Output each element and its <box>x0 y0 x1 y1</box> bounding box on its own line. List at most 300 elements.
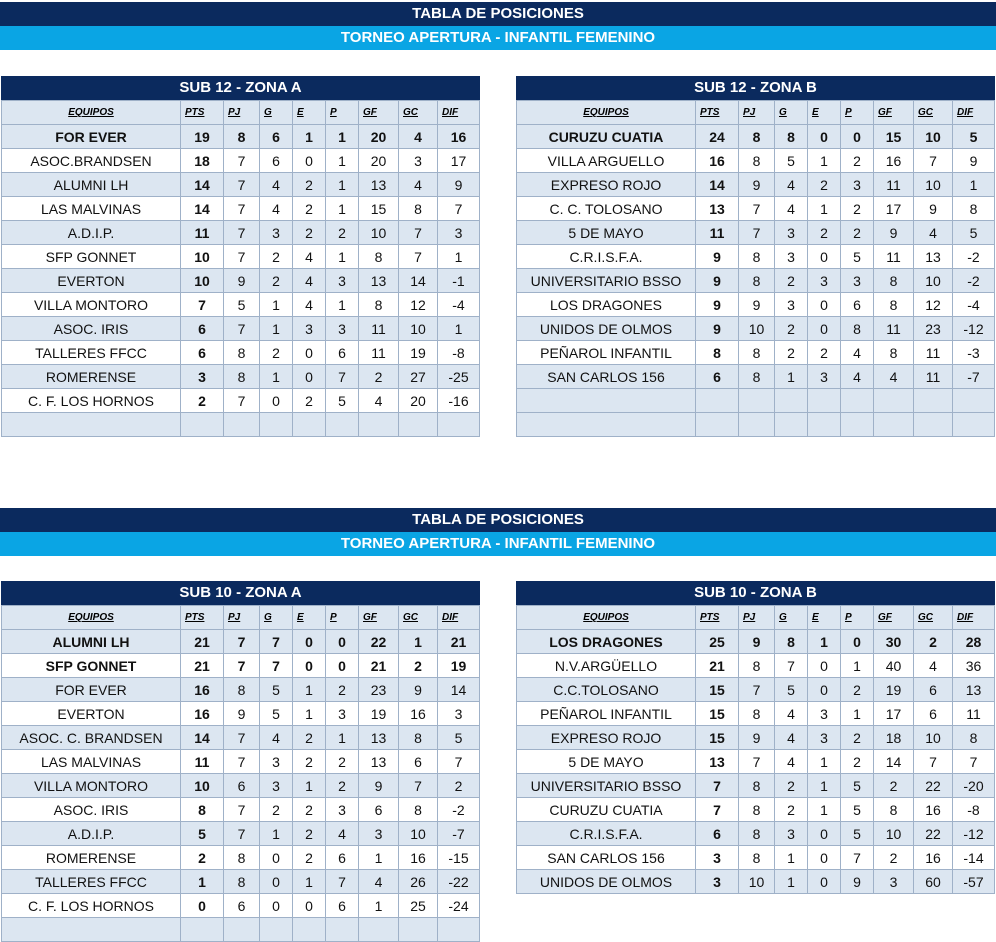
stat-gf: 21 <box>359 654 399 678</box>
stat-gf: 6 <box>359 798 399 822</box>
stat-pts: 7 <box>696 798 739 822</box>
stat-pj: 9 <box>739 726 775 750</box>
table-row <box>517 221 995 245</box>
stat-gf: 13 <box>359 269 399 293</box>
stat-gf: 11 <box>359 317 399 341</box>
stat-dif: -20 <box>953 774 995 798</box>
stat-gf: 17 <box>874 197 914 221</box>
stat-p: 1 <box>326 245 359 269</box>
stat-pts: 2 <box>181 389 224 413</box>
stat-pj: 9 <box>739 630 775 654</box>
stat-e: 2 <box>293 221 326 245</box>
stat-gc: 10 <box>914 125 953 149</box>
header-banner-top <box>0 2 996 50</box>
stat-gc: 2 <box>399 654 438 678</box>
stat-p: 2 <box>841 726 874 750</box>
stat-gc: 2 <box>914 630 953 654</box>
stat-pj: 10 <box>739 317 775 341</box>
stat-pts: 8 <box>181 798 224 822</box>
stat-g: 3 <box>775 245 808 269</box>
table-header-row <box>2 606 480 630</box>
stat-pj: 9 <box>224 269 260 293</box>
team-name: UNIVERSITARIO BSSO <box>517 269 696 293</box>
team-name: UNIVERSITARIO BSSO <box>517 774 696 798</box>
table-row <box>2 798 480 822</box>
team-name: ROMERENSE <box>2 365 181 389</box>
stat-g: 4 <box>260 197 293 221</box>
banner-title: TABLA DE POSICIONES <box>0 2 996 26</box>
stat-pj: 7 <box>739 197 775 221</box>
team-name: LOS DRAGONES <box>517 630 696 654</box>
stat-e: 3 <box>808 365 841 389</box>
stat-pts: 14 <box>181 197 224 221</box>
team-name: SFP GONNET <box>2 654 181 678</box>
stat-p: 5 <box>841 774 874 798</box>
stat-pj: 9 <box>739 293 775 317</box>
stat-g: 3 <box>775 822 808 846</box>
team-name: EXPRESO ROJO <box>517 726 696 750</box>
stat-dif: 3 <box>438 221 480 245</box>
stat-gc: 9 <box>914 197 953 221</box>
stat-gc: 8 <box>399 726 438 750</box>
stat-dif: 7 <box>438 197 480 221</box>
table-title: SUB 12 - ZONA B <box>516 76 995 100</box>
table-row <box>2 389 480 413</box>
stat-pts: 9 <box>696 269 739 293</box>
column-header-pts: PTS <box>696 101 739 125</box>
stat-pts: 11 <box>181 750 224 774</box>
stat-gf: 23 <box>359 678 399 702</box>
stat-g: 0 <box>260 870 293 894</box>
stat-gf: 4 <box>359 870 399 894</box>
stat-p: 5 <box>841 245 874 269</box>
table-row <box>2 774 480 798</box>
table-row <box>2 317 480 341</box>
stat-gf: 16 <box>874 149 914 173</box>
stat-g: 4 <box>260 173 293 197</box>
empty-cell <box>775 389 808 413</box>
stat-dif: -4 <box>438 293 480 317</box>
empty-cell <box>438 413 480 437</box>
stat-gf: 13 <box>359 750 399 774</box>
table-title: SUB 10 - ZONA A <box>1 581 480 605</box>
team-name: C.R.I.S.F.A. <box>517 245 696 269</box>
column-header-dif: DIF <box>438 101 480 125</box>
team-name: 5 DE MAYO <box>517 750 696 774</box>
stat-gc: 8 <box>399 197 438 221</box>
stat-e: 3 <box>293 317 326 341</box>
stat-pts: 5 <box>181 822 224 846</box>
column-header-pj: PJ <box>224 606 260 630</box>
stat-p: 2 <box>841 149 874 173</box>
header-banner-bottom <box>0 508 996 556</box>
stat-g: 5 <box>775 149 808 173</box>
stat-pj: 8 <box>739 341 775 365</box>
column-header-e: E <box>293 606 326 630</box>
stat-gf: 19 <box>359 702 399 726</box>
table-row <box>517 269 995 293</box>
column-header-e: E <box>808 606 841 630</box>
stat-gc: 20 <box>399 389 438 413</box>
team-name: SAN CARLOS 156 <box>517 846 696 870</box>
stat-dif: 5 <box>438 726 480 750</box>
stat-gc: 16 <box>399 702 438 726</box>
team-name: A.D.I.P. <box>2 822 181 846</box>
table-row <box>2 221 480 245</box>
stat-p: 2 <box>326 221 359 245</box>
table-row <box>2 702 480 726</box>
stat-g: 6 <box>260 125 293 149</box>
stat-gc: 7 <box>399 774 438 798</box>
stat-g: 3 <box>260 774 293 798</box>
empty-cell <box>224 413 260 437</box>
table-row <box>2 726 480 750</box>
stat-pts: 10 <box>181 774 224 798</box>
stat-pts: 21 <box>696 654 739 678</box>
stat-e: 0 <box>808 293 841 317</box>
empty-cell <box>2 413 181 437</box>
stat-pj: 7 <box>224 317 260 341</box>
stat-e: 0 <box>293 149 326 173</box>
stat-gf: 22 <box>359 630 399 654</box>
team-name: LAS MALVINAS <box>2 197 181 221</box>
stat-pts: 18 <box>181 149 224 173</box>
stat-gf: 15 <box>359 197 399 221</box>
empty-cell <box>696 389 739 413</box>
stat-p: 9 <box>841 870 874 894</box>
stat-pts: 16 <box>181 702 224 726</box>
stat-gf: 8 <box>874 798 914 822</box>
team-name: C.C.TOLOSANO <box>517 678 696 702</box>
stat-pj: 8 <box>739 269 775 293</box>
stat-pj: 8 <box>224 846 260 870</box>
table-row <box>517 149 995 173</box>
stat-e: 1 <box>293 870 326 894</box>
empty-cell <box>953 389 995 413</box>
stat-pts: 9 <box>696 317 739 341</box>
empty-row <box>2 413 480 437</box>
stat-gf: 40 <box>874 654 914 678</box>
column-header-pts: PTS <box>181 101 224 125</box>
stat-g: 0 <box>260 846 293 870</box>
team-name: ROMERENSE <box>2 846 181 870</box>
stat-pj: 8 <box>739 245 775 269</box>
stat-gf: 13 <box>359 726 399 750</box>
table-row <box>517 846 995 870</box>
banner-subtitle: TORNEO APERTURA - INFANTIL FEMENINO <box>0 532 996 556</box>
column-header-g: G <box>260 101 293 125</box>
stat-dif: 36 <box>953 654 995 678</box>
empty-cell <box>326 918 359 942</box>
team-name: EXPRESO ROJO <box>517 173 696 197</box>
column-header-g: G <box>775 101 808 125</box>
team-name: EVERTON <box>2 269 181 293</box>
column-header-p: P <box>841 101 874 125</box>
stat-gc: 6 <box>914 678 953 702</box>
table-row <box>517 173 995 197</box>
empty-cell <box>224 918 260 942</box>
stat-gc: 7 <box>399 245 438 269</box>
stat-e: 4 <box>293 293 326 317</box>
stat-e: 1 <box>808 750 841 774</box>
stat-gc: 16 <box>399 846 438 870</box>
stat-gf: 11 <box>874 173 914 197</box>
table-row <box>2 173 480 197</box>
column-header-equipos: EQUIPOS <box>517 101 696 125</box>
stat-dif: 19 <box>438 654 480 678</box>
stat-g: 2 <box>775 798 808 822</box>
stat-gf: 1 <box>359 846 399 870</box>
stat-pj: 8 <box>739 798 775 822</box>
table-row <box>517 317 995 341</box>
team-name: VILLA MONTORO <box>2 293 181 317</box>
stat-e: 0 <box>293 365 326 389</box>
stat-gf: 8 <box>359 245 399 269</box>
stat-pj: 7 <box>224 630 260 654</box>
stat-g: 5 <box>260 678 293 702</box>
column-header-g: G <box>775 606 808 630</box>
empty-cell <box>359 918 399 942</box>
stat-e: 0 <box>293 654 326 678</box>
stat-e: 1 <box>293 678 326 702</box>
stat-gc: 4 <box>914 654 953 678</box>
team-name: 5 DE MAYO <box>517 221 696 245</box>
stat-pts: 6 <box>181 317 224 341</box>
stat-gc: 10 <box>914 173 953 197</box>
stat-p: 3 <box>841 173 874 197</box>
stat-pts: 6 <box>181 341 224 365</box>
stat-g: 6 <box>260 149 293 173</box>
stat-gc: 11 <box>914 341 953 365</box>
stat-g: 4 <box>775 173 808 197</box>
stat-gf: 1 <box>359 894 399 918</box>
stat-gc: 10 <box>914 269 953 293</box>
empty-cell <box>260 918 293 942</box>
stat-dif: 7 <box>953 750 995 774</box>
stat-gf: 8 <box>874 341 914 365</box>
stat-p: 2 <box>841 678 874 702</box>
stat-e: 0 <box>808 245 841 269</box>
stat-e: 2 <box>808 173 841 197</box>
stat-p: 7 <box>326 365 359 389</box>
table-row <box>517 678 995 702</box>
stat-pj: 8 <box>224 365 260 389</box>
stat-g: 3 <box>775 221 808 245</box>
stat-pts: 8 <box>696 341 739 365</box>
stat-g: 4 <box>260 726 293 750</box>
stat-e: 0 <box>293 894 326 918</box>
empty-cell <box>359 413 399 437</box>
stat-pts: 9 <box>696 293 739 317</box>
stat-gf: 11 <box>874 245 914 269</box>
stat-gc: 3 <box>399 149 438 173</box>
stat-e: 1 <box>808 798 841 822</box>
stat-gf: 9 <box>359 774 399 798</box>
stat-g: 1 <box>260 293 293 317</box>
stat-dif: -4 <box>953 293 995 317</box>
table-row <box>517 702 995 726</box>
team-name: N.V.ARGÜELLO <box>517 654 696 678</box>
column-header-equipos: EQUIPOS <box>2 101 181 125</box>
table-row <box>2 125 480 149</box>
stat-gc: 60 <box>914 870 953 894</box>
team-name: A.D.I.P. <box>2 221 181 245</box>
stat-dif: -2 <box>953 245 995 269</box>
empty-cell <box>181 413 224 437</box>
team-name: EVERTON <box>2 702 181 726</box>
stat-dif: 8 <box>953 197 995 221</box>
stat-g: 3 <box>260 750 293 774</box>
stat-p: 0 <box>326 654 359 678</box>
stat-pj: 8 <box>224 341 260 365</box>
empty-cell <box>739 389 775 413</box>
stat-g: 1 <box>260 822 293 846</box>
stat-p: 7 <box>841 846 874 870</box>
table-row <box>2 750 480 774</box>
stat-e: 1 <box>808 149 841 173</box>
stat-pts: 13 <box>696 197 739 221</box>
stat-g: 5 <box>775 678 808 702</box>
stat-gf: 19 <box>874 678 914 702</box>
stat-dif: -2 <box>953 269 995 293</box>
stat-g: 4 <box>775 197 808 221</box>
team-name: CURUZU CUATIA <box>517 125 696 149</box>
stat-p: 2 <box>326 774 359 798</box>
table-row <box>2 654 480 678</box>
stat-dif: -16 <box>438 389 480 413</box>
table-row <box>2 149 480 173</box>
stat-pts: 19 <box>181 125 224 149</box>
stat-pts: 11 <box>181 221 224 245</box>
stat-gc: 19 <box>399 341 438 365</box>
table-row <box>2 245 480 269</box>
stat-pts: 10 <box>181 245 224 269</box>
stat-gf: 10 <box>359 221 399 245</box>
team-name: CURUZU CUATIA <box>517 798 696 822</box>
stat-dif: -22 <box>438 870 480 894</box>
stat-gc: 7 <box>914 750 953 774</box>
stat-pj: 8 <box>739 125 775 149</box>
stat-g: 2 <box>775 317 808 341</box>
stat-pj: 10 <box>739 870 775 894</box>
stat-g: 0 <box>260 894 293 918</box>
stat-pj: 8 <box>224 678 260 702</box>
column-header-g: G <box>260 606 293 630</box>
stat-gf: 8 <box>359 293 399 317</box>
stat-pj: 7 <box>739 750 775 774</box>
standings-table <box>1 581 480 942</box>
stat-dif: 17 <box>438 149 480 173</box>
stat-g: 8 <box>775 630 808 654</box>
team-name: ASOC. IRIS <box>2 317 181 341</box>
stat-g: 2 <box>260 798 293 822</box>
stat-pts: 10 <box>181 269 224 293</box>
stat-gc: 27 <box>399 365 438 389</box>
table-row <box>517 630 995 654</box>
stat-pts: 15 <box>696 726 739 750</box>
stat-gc: 26 <box>399 870 438 894</box>
stat-p: 3 <box>326 702 359 726</box>
stat-gf: 10 <box>874 822 914 846</box>
column-header-p: P <box>841 606 874 630</box>
team-name: TALLERES FFCC <box>2 341 181 365</box>
stat-e: 0 <box>808 822 841 846</box>
team-name: SFP GONNET <box>2 245 181 269</box>
stat-p: 2 <box>326 678 359 702</box>
stat-pts: 3 <box>696 870 739 894</box>
stat-g: 1 <box>260 317 293 341</box>
stat-dif: -3 <box>953 341 995 365</box>
stat-p: 0 <box>326 630 359 654</box>
stat-g: 4 <box>775 726 808 750</box>
stat-dif: -7 <box>953 365 995 389</box>
stat-dif: -8 <box>953 798 995 822</box>
stat-pts: 9 <box>696 245 739 269</box>
stat-gf: 2 <box>874 846 914 870</box>
stat-p: 1 <box>326 726 359 750</box>
team-name: C. F. LOS HORNOS <box>2 894 181 918</box>
banner-title: TABLA DE POSICIONES <box>0 508 996 532</box>
empty-cell <box>874 389 914 413</box>
stat-pj: 7 <box>224 197 260 221</box>
stat-gc: 4 <box>399 125 438 149</box>
stat-pts: 16 <box>696 149 739 173</box>
stat-e: 2 <box>293 798 326 822</box>
stat-pts: 0 <box>181 894 224 918</box>
stat-gf: 20 <box>359 125 399 149</box>
stat-gc: 1 <box>399 630 438 654</box>
stat-gc: 10 <box>399 317 438 341</box>
stat-gc: 7 <box>399 221 438 245</box>
stat-gf: 8 <box>874 269 914 293</box>
column-header-gf: GF <box>874 101 914 125</box>
empty-row <box>517 389 995 413</box>
team-name: TALLERES FFCC <box>2 870 181 894</box>
stat-dif: 21 <box>438 630 480 654</box>
stat-g: 8 <box>775 125 808 149</box>
stat-gc: 12 <box>399 293 438 317</box>
stat-gc: 13 <box>914 245 953 269</box>
stat-p: 1 <box>326 173 359 197</box>
stat-p: 1 <box>326 293 359 317</box>
stat-gc: 16 <box>914 798 953 822</box>
stat-g: 3 <box>775 293 808 317</box>
stat-pj: 7 <box>224 389 260 413</box>
stat-p: 6 <box>326 894 359 918</box>
stat-pts: 7 <box>181 293 224 317</box>
stat-pj: 7 <box>739 221 775 245</box>
stat-pj: 7 <box>224 221 260 245</box>
stat-pj: 8 <box>739 702 775 726</box>
stat-gc: 11 <box>914 365 953 389</box>
stat-p: 3 <box>326 798 359 822</box>
stat-gf: 4 <box>359 389 399 413</box>
stat-dif: 28 <box>953 630 995 654</box>
column-header-gc: GC <box>914 101 953 125</box>
stat-e: 2 <box>808 341 841 365</box>
stat-g: 1 <box>775 846 808 870</box>
stat-e: 1 <box>293 125 326 149</box>
stat-e: 1 <box>808 774 841 798</box>
stat-gc: 22 <box>914 774 953 798</box>
stat-pj: 7 <box>224 149 260 173</box>
stat-dif: 13 <box>953 678 995 702</box>
stat-p: 6 <box>841 293 874 317</box>
stat-p: 4 <box>841 365 874 389</box>
empty-cell <box>874 413 914 437</box>
empty-cell <box>953 413 995 437</box>
table-row <box>2 894 480 918</box>
